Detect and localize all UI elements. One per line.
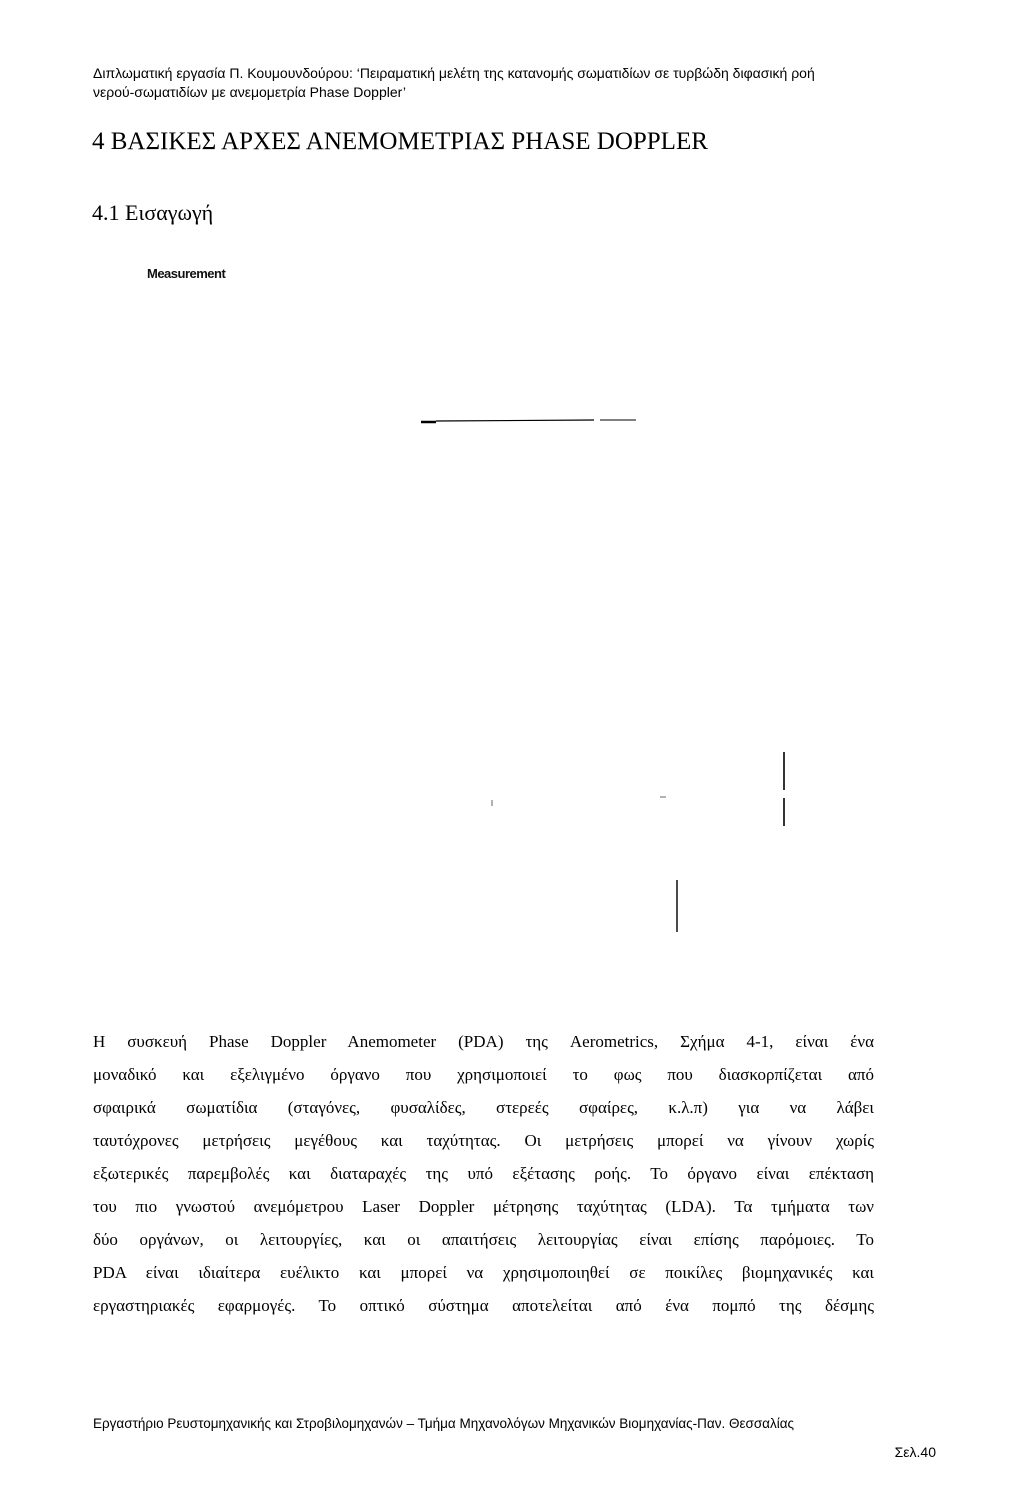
running-footer: Εργαστήριο Ρευστομηχανικής και Στροβιλομηχανών – Τμήμα Μηχανολόγων Μηχανικών Βιομηχανίας-Παν. Θεσσαλίας — [93, 1416, 795, 1431]
header-line-1: Διπλωματική εργασία Π. Κουμουνδούρου: ‘Πειραματική μελέτη της κατανομής σωματιδίων σε τυρβώδη διφασική ροή — [93, 65, 815, 81]
body-line: δύο οργάνων, οι λειτουργίες, και οι απαιτήσεις λειτουργίας είναι επίσης παρόμοιες. Το — [93, 1230, 874, 1249]
header-line-2: νερού-σωματιδίων με ανεμομετρία Phase Doppler’ — [93, 84, 406, 100]
body-line: του πιο γνωστού ανεμόμετρου Laser Doppler μέτρησης ταχύτητας (LDA). Τα τμήματα των — [93, 1197, 874, 1216]
running-header — [93, 64, 973, 102]
body-line: ταυτόχρονες μετρήσεις μεγέθους και ταχύτητας. Οι μετρήσεις μπορεί να γίνουν χωρίς — [93, 1131, 874, 1150]
section-title: 4.1 Εισαγωγή — [92, 200, 214, 225]
body-line: εργαστηριακές εφαρμογές. Το οπτικό σύστημα αποτελείται από ένα πομπό της δέσμης — [93, 1296, 874, 1315]
chapter-title: 4 ΒΑΣΙΚΕΣ ΑΡΧΕΣ ΑΝΕΜΟΜΕΤΡΙΑΣ PHASE DOPPLER — [92, 128, 708, 155]
body-line: μοναδικό και εξελιγμένο όργανο που χρησιμοποιεί το φως που διασκορπίζεται από — [93, 1065, 874, 1084]
body-line: PDA είναι ιδιαίτερα ευέλικτο και μπορεί να χρησιμοποιηθεί σε ποικίλες βιομηχανικές και — [93, 1263, 874, 1282]
figure-stroke-top-line — [436, 420, 594, 421]
body-line: εξωτερικές παρεμβολές και διαταραχές της υπό εξέτασης ροής. Το όργανο είναι επέκταση — [93, 1164, 874, 1183]
body-paragraph — [93, 1025, 874, 1322]
page-number: Σελ.40 — [894, 1444, 936, 1460]
figure-label: Measurement — [147, 266, 226, 281]
body-line: σφαιρικά σωματίδια (σταγόνες, φυσαλίδες, στερεές σφαίρες, κ.λ.π) για να λάβει — [93, 1098, 874, 1117]
body-line: Η συσκευή Phase Doppler Anemometer (PDA) της Aerometrics, Σχήμα 4-1, είναι ένα — [93, 1032, 874, 1051]
